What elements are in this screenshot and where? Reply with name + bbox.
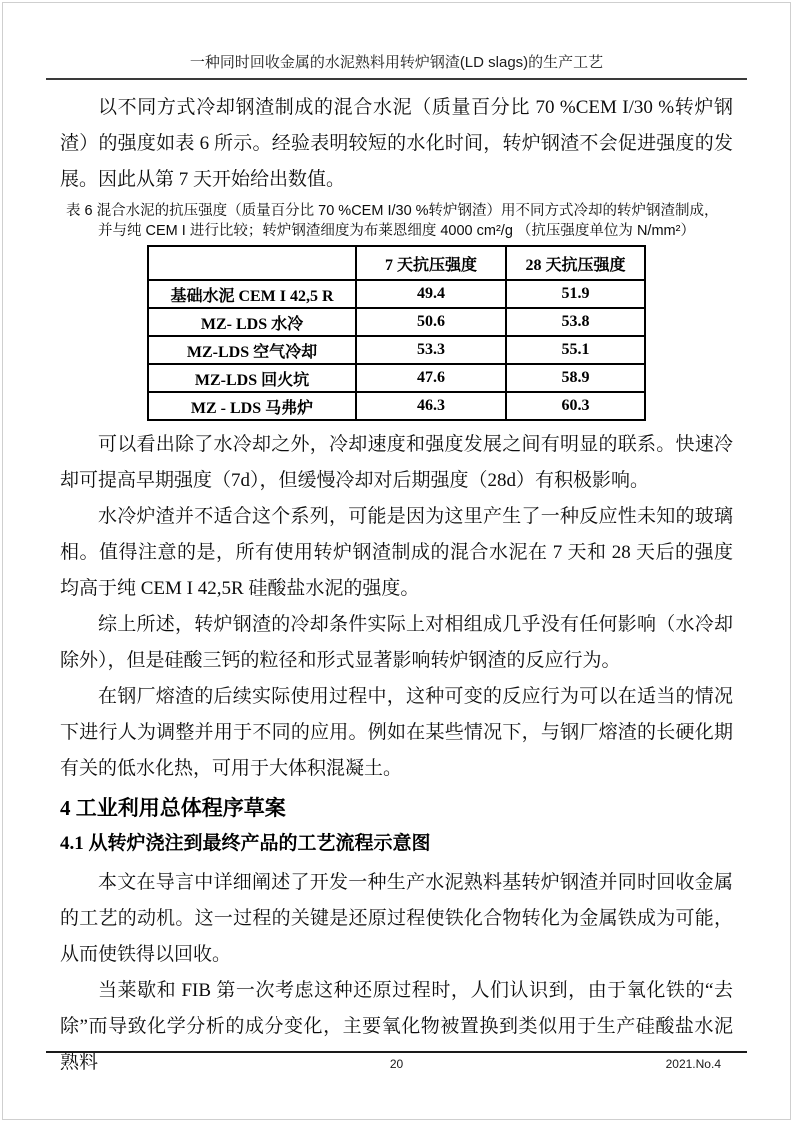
value-28d: 58.9 [506,364,645,392]
footer-page-number: 20 [389,1057,404,1071]
value-28d: 60.3 [506,392,645,420]
value-7d: 50.6 [356,308,506,336]
table6-strength [147,245,646,421]
running-header-title: 一种同时回收金属的水泥熟料用转炉钢渣(LD slags)的生产工艺 [189,54,604,71]
table-row [148,364,645,392]
table6-caption-line1: 表 6 混合水泥的抗压强度（质量百分比 70 %CEM I/30 %转炉钢渣）用不同方式冷却的转炉钢渣制成， [66,203,719,219]
paragraph-strength-intro: 以不同方式冷却钢渣制成的混合水泥（质量百分比 70 %CEM I/30 %转炉钢渣）的强度如表 6 所示。经验表明较短的水化时间，转炉钢渣不会促进强度的发展。因此从第 7 天开始给出数值。 [60,97,733,190]
col-header-28d: 28 天抗压强度 [506,246,645,280]
heading-section-4: 4 工业利用总体程序草案 [60,796,286,820]
row-label: MZ-LDS 回火坑 [148,364,356,392]
row-label: 基础水泥 CEM I 42,5 R [148,280,356,308]
col-header-7d: 7 天抗压强度 [356,246,506,280]
table-row [148,392,645,420]
paragraph-water-cooled-slag: 水冷炉渣并不适合这个系列，可能是因为这里产生了一种反应性未知的玻璃相。值得注意的是，所有使用转炉钢渣制成的混合水泥在 7 天和 28 天后的强度均高于纯 CEM I 42,5R 硅酸盐水泥的强度。 [60,506,733,599]
running-header [0,0,793,72]
paragraph-applications: 在钢厂熔渣的后续实际使用过程中，这种可变的反应行为可以在适当的情况下进行人为调整并用于不同的应用。例如在某些情况下，与钢厂熔渣的长硬化期有关的低水化热，可用于大体积混凝土。 [60,686,733,779]
table-row [148,308,645,336]
table6-header-row [148,246,645,280]
footer-issue-label: 2021.No.4 [665,1057,721,1071]
paragraph-summary: 综上所述，转炉钢渣的冷却条件实际上对相组成几乎没有任何影响（水冷却除外），但是硅酸三钙的粒径和形式显著影响转炉钢渣的反应行为。 [60,614,733,671]
row-label: MZ-LDS 空气冷却 [148,336,356,364]
header-rule [46,78,747,80]
value-7d: 46.3 [356,392,506,420]
col-header-blank [148,246,356,280]
value-28d: 51.9 [506,280,645,308]
footer-rule [46,1051,747,1053]
value-28d: 53.8 [506,308,645,336]
heading-section-4-1: 4.1 从转炉浇注到最终产品的工艺流程示意图 [60,833,431,854]
value-7d: 49.4 [356,280,506,308]
row-label: MZ - LDS 马弗炉 [148,392,356,420]
value-7d: 47.6 [356,364,506,392]
value-28d: 55.1 [506,336,645,364]
paragraph-cooling-link: 可以看出除了水冷却之外，冷却速度和强度发展之间有明显的联系。快速冷却可提高早期强度（7d），但缓慢冷却对后期强度（28d）有积极影响。 [60,434,733,491]
page-content [0,90,793,1081]
table6-caption [60,201,733,241]
paragraph-reduction-process: 当莱歇和 FIB 第一次考虑这种还原过程时，人们认识到，由于氧化铁的“去除”而导致化学分析的成分变化，主要氧化物被置换到类似用于生产硅酸盐水泥熟料 [60,980,733,1073]
paragraph-motivation: 本文在导言中详细阐述了开发一种生产水泥熟料基转炉钢渣并同时回收金属的工艺的动机。这一过程的关键是还原过程使铁化合物转化为金属铁成为可能，从而使铁得以回收。 [60,872,733,965]
table-row [148,336,645,364]
table-row [148,280,645,308]
table6-caption-line2: 并与纯 CEM I 进行比较；转炉钢渣细度为布莱恩细度 4000 cm²/g （抗压强度单位为 N/mm²） [98,223,695,239]
value-7d: 53.3 [356,336,506,364]
row-label: MZ- LDS 水冷 [148,308,356,336]
